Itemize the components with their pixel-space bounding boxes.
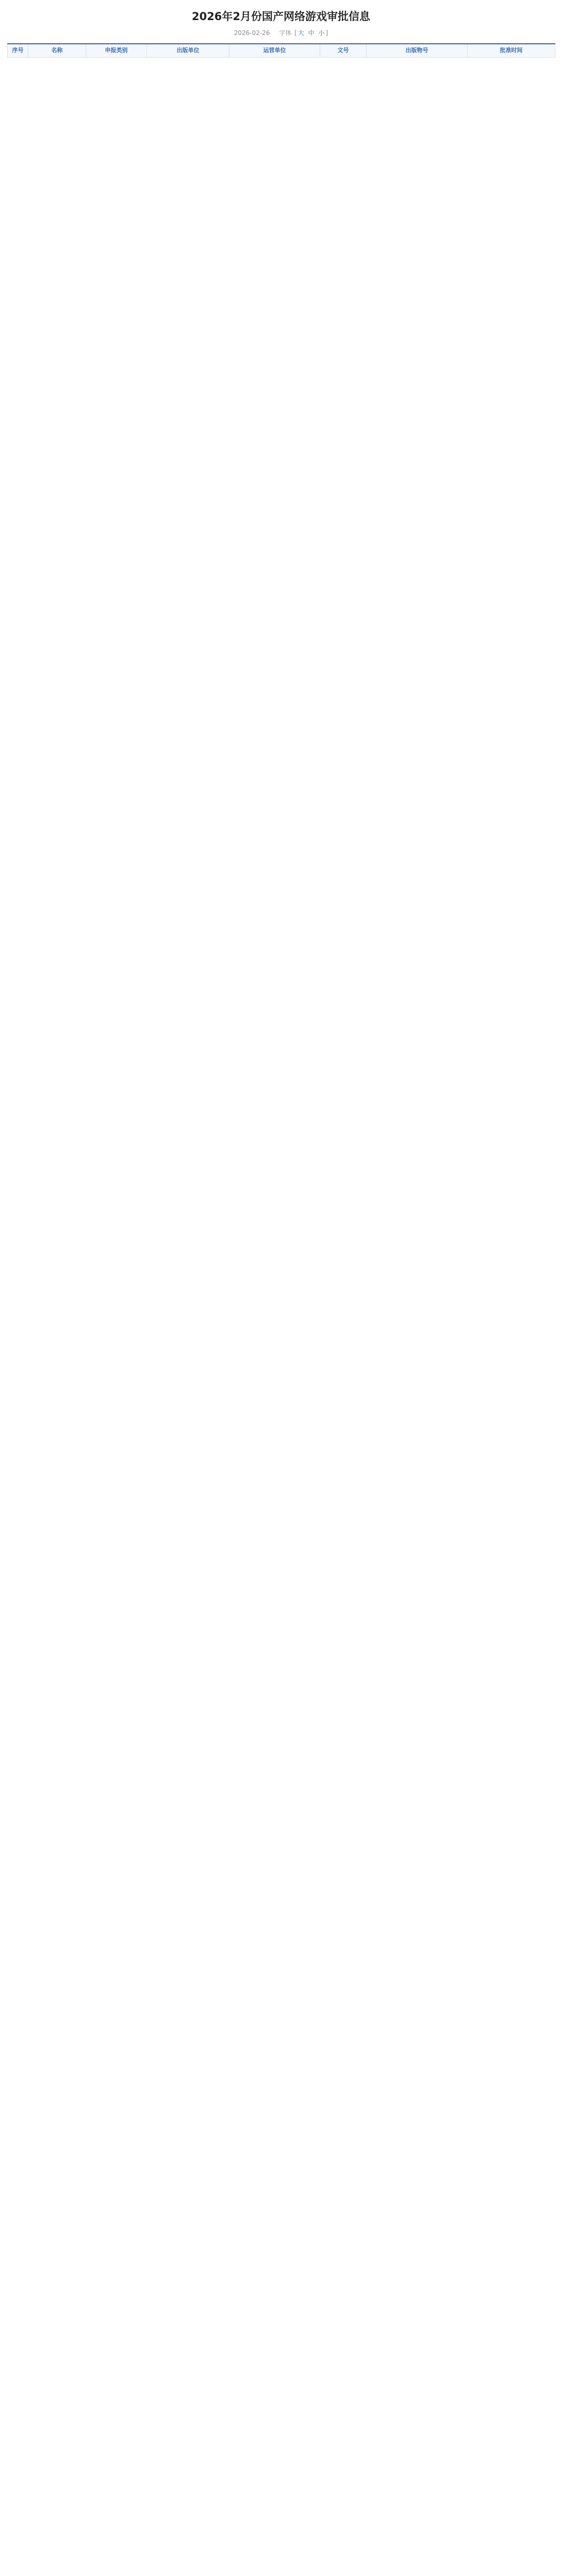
column-header: 出版物号 xyxy=(367,44,468,57)
font-size-large-button[interactable]: 大 xyxy=(297,29,304,37)
column-header: 文号 xyxy=(320,44,367,57)
font-size-small-button[interactable]: 小 xyxy=(318,29,325,37)
font-size-label: 字体 xyxy=(279,29,292,37)
page-title: 2026年2月份国产网络游戏审批信息 xyxy=(191,10,371,23)
approval-table xyxy=(7,43,555,58)
column-header: 序号 xyxy=(8,44,28,57)
publish-date: 2026-02-26 xyxy=(234,29,270,37)
font-size-controls: 字体 [ 大 中 小 ] xyxy=(279,29,328,37)
meta-bar xyxy=(7,26,555,43)
column-header: 运营单位 xyxy=(229,44,320,57)
font-size-medium-button[interactable]: 中 xyxy=(308,29,315,37)
column-header: 批准时间 xyxy=(468,44,555,57)
column-header: 申报类别 xyxy=(86,44,147,57)
table-header-row xyxy=(8,44,555,57)
column-header: 名称 xyxy=(28,44,86,57)
column-header: 出版单位 xyxy=(147,44,229,57)
page xyxy=(0,0,562,58)
